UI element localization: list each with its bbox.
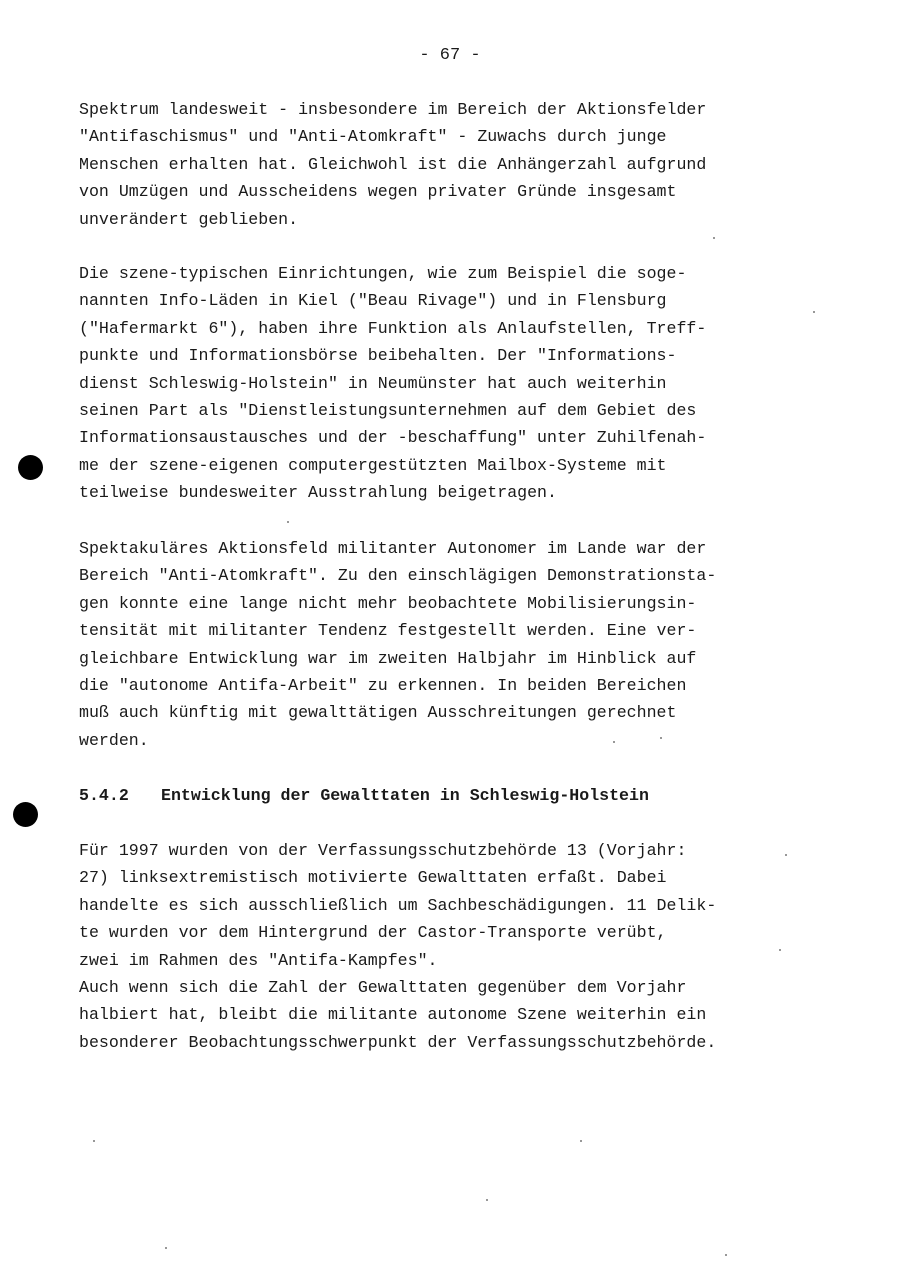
scan-speck	[779, 949, 781, 951]
text-line: Spektakuläres Aktionsfeld militanter Autonomer im Lande war der	[79, 539, 707, 558]
text-line: Informationsaustausches und der -beschaffung" unter Zuhilfenah-	[79, 428, 707, 448]
section-heading	[79, 782, 649, 809]
scan-speck	[165, 1247, 167, 1249]
text-line: die "autonome Antifa-Arbeit" zu erkennen. In beiden Bereichen	[79, 676, 687, 696]
text-line: Menschen erhalten hat. Gleichwohl ist die Anhängerzahl aufgrund	[79, 154, 707, 174]
scan-speck	[660, 737, 662, 739]
paragraph-2	[79, 260, 706, 507]
text-line: unverändert geblieben.	[79, 209, 299, 229]
scan-speck	[813, 311, 815, 313]
text-line: 27) linksextremistisch motivierte Gewalttaten erfaßt. Dabei	[79, 868, 667, 888]
text-line: te wurden vor dem Hintergrund der Castor-Transporte verübt,	[79, 923, 667, 943]
scan-speck	[713, 237, 715, 239]
text-line: Bereich "Anti-Atomkraft". Zu den einschlägigen Demonstrationsta-	[79, 566, 717, 586]
text-line: punkte und Informationsbörse beibehalten. Der "Informations-	[79, 346, 677, 366]
text-line: teilweise bundesweiter Ausstrahlung beigetragen.	[79, 483, 557, 503]
scan-speck	[613, 741, 615, 743]
punch-hole	[18, 455, 43, 480]
text-line: dienst Schleswig-Holstein" in Neumünster hat auch weiterhin	[79, 373, 667, 393]
text-line: zwei im Rahmen des "Antifa-Kampfes".	[79, 950, 438, 970]
text-line: tensität mit militanter Tendenz festgestellt werden. Eine ver-	[79, 621, 697, 641]
section-heading-number: 5.4.2	[79, 786, 129, 805]
scan-speck	[93, 1140, 95, 1142]
punch-hole	[13, 802, 38, 827]
scan-speck	[725, 1254, 727, 1256]
text-line: besonderer Beobachtungsschwerpunkt der Verfassungsschutzbehörde.	[79, 1032, 717, 1052]
text-line: halbiert hat, bleibt die militante autonome Szene weiterhin ein	[79, 1005, 707, 1025]
text-line: von Umzügen und Ausscheidens wegen privater Gründe insgesamt	[79, 182, 677, 202]
text-line: Für 1997 wurden von der Verfassungsschutzbehörde 13 (Vorjahr:	[79, 841, 687, 860]
text-line: gleichbare Entwicklung war im zweiten Halbjahr im Hinblick auf	[79, 648, 697, 668]
text-line: Auch wenn sich die Zahl der Gewalttaten gegenüber dem Vorjahr	[79, 978, 687, 998]
paragraph-1	[79, 96, 706, 233]
scan-speck	[580, 1140, 582, 1142]
section-heading-title: Entwicklung der Gewalttaten in Schleswig-Holstein	[161, 786, 649, 805]
paragraph-3	[79, 535, 716, 754]
text-line: handelte es sich ausschließlich um Sachbeschädigungen. 11 Delik-	[79, 895, 717, 915]
paragraph-4	[79, 837, 716, 1056]
page-number: - 67 -	[419, 46, 481, 65]
text-line: me der szene-eigenen computergestützten Mailbox-Systeme mit	[79, 455, 667, 475]
text-line: ("Hafermarkt 6"), haben ihre Funktion als Anlaufstellen, Treff-	[79, 318, 707, 338]
scan-speck	[486, 1199, 488, 1201]
text-line: Spektrum landesweit - insbesondere im Bereich der Aktionsfelder	[79, 100, 707, 119]
text-line: "Antifaschismus" und "Anti-Atomkraft" - Zuwachs durch junge	[79, 127, 667, 147]
text-line: muß auch künftig mit gewalttätigen Ausschreitungen gerechnet	[79, 703, 677, 723]
text-line: gen konnte eine lange nicht mehr beobachtete Mobilisierungsin-	[79, 593, 697, 613]
scan-speck	[785, 854, 787, 856]
text-line: Die szene-typischen Einrichtungen, wie zum Beispiel die soge-	[79, 264, 687, 283]
text-line: werden.	[79, 730, 149, 750]
text-line: nannten Info-Läden in Kiel ("Beau Rivage") und in Flensburg	[79, 291, 667, 311]
scan-speck	[287, 521, 289, 523]
text-line: seinen Part als "Dienstleistungsunternehmen auf dem Gebiet des	[79, 401, 697, 421]
